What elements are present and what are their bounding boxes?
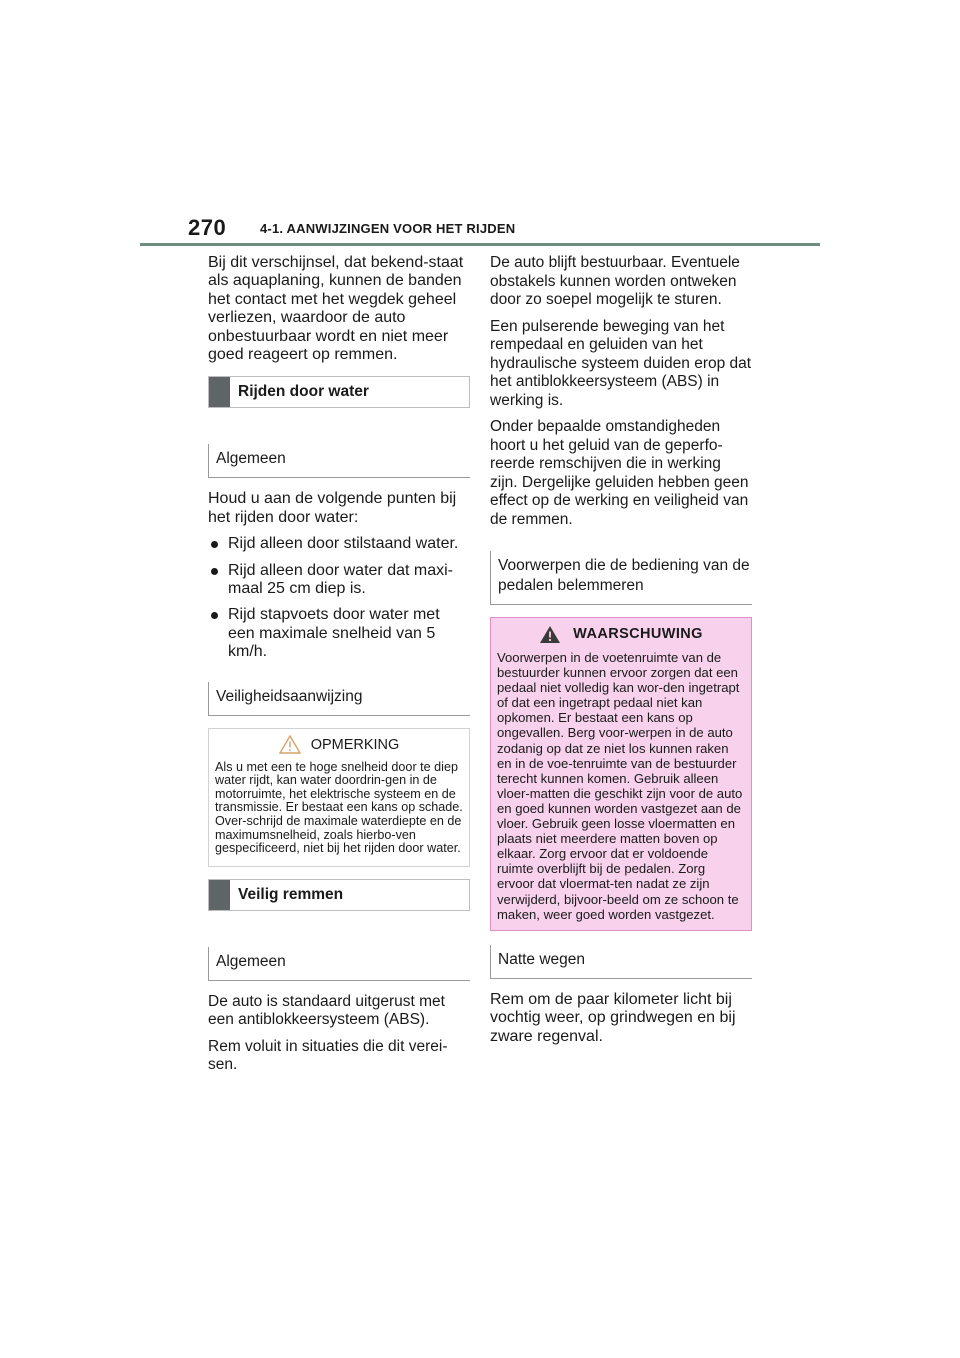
note-box (208, 728, 470, 867)
bullet-icon (211, 568, 218, 575)
paragraph: Rem om de paar kilometer licht bij vochtig weer, op grindwegen en bij zware regenval. (490, 990, 736, 1045)
paragraph: De auto is standaard uitgerust met een antiblokkeersysteem (ABS). (208, 992, 445, 1029)
paragraph: De auto blijft bestuurbaar. Eventuele obstakels kunnen worden ontweken door zo soepel mogelijk te sturen. (490, 254, 740, 308)
page-number: 270 (188, 215, 227, 240)
warning-triangle-icon (539, 625, 561, 644)
paragraph: Een pulserende beweging van het rempedaal en geluiden van het hydraulische systeem duiden erop dat het antiblokkeersysteem (ABS) in werking is. (490, 317, 752, 409)
left-column (208, 254, 470, 1083)
section-bar (209, 377, 230, 407)
note-header (215, 733, 463, 757)
list-item: Rijd alleen door stilstaand water. (208, 535, 470, 553)
list-item: Rijd alleen door water dat maxi-maal 25 cm diep is. (208, 562, 470, 599)
note-text: Als u met een te hoge snelheid door te diep water rijdt, kan water doordrin-gen in de motorruimte, het elektrische systeem en de transmissie. Er bestaat een kans op schade. Over-schrijd de maximale waterdiepte en de maximumsnelheid, zoals hierbo-ven gespecificeerd, niet bij het rijden door water. (215, 759, 463, 856)
subheading-veiligheidsaanwijzing: Veiligheidsaanwijzing (208, 682, 470, 716)
list-item: Rijd stapvoets door water met een maximale snelheid van 5 km/h. (208, 606, 470, 661)
section-title: Rijden door water (238, 383, 369, 401)
section-bar (209, 880, 230, 910)
subheading-algemeen: Algemeen (208, 444, 470, 478)
warning-text: Voorwerpen in de voetenruimte van de bestuurder kunnen ervoor zorgen dat een pedaal niet volledig kan wor-den ingetrapt of dat een ingetrapt pedaal niet kan opkomen. Er bestaat een kans op ongevallen. Berg voor-werpen in de auto zodanig op dat ze niet los kunnen raken en in de voe-tenruimte van de bestuurder terecht kunnen komen. Gebruik alleen vloer-matten die geschikt zijn voor de auto en goed kunnen worden vastgezet aan de vloer. Gebruik geen losse vloermatten en plaats niet meerdere matten boven op elkaar. Zorg ervoor dat er voldoende ruimte overblijft bij de pedalen. Zorg ervoor dat vloermat-ten nadat ze zijn verwijderd, bijvoor-beeld om ze schoon te maken, weer goed worden vastgezet. (497, 650, 743, 922)
chapter-title: 4-1. AANWIJZINGEN VOOR HET RIJDEN (260, 221, 516, 236)
section-title: Veilig remmen (238, 885, 344, 903)
page-header (0, 0, 960, 250)
bullet-icon (211, 612, 218, 619)
bullet-list (208, 535, 470, 661)
warning-title: WAARSCHUWING (573, 626, 703, 642)
paragraph: Rem voluit in situaties die dit verei-sen. (208, 1037, 448, 1074)
warning-triangle-icon (279, 735, 301, 754)
paragraph: Onder bepaalde omstandigheden hoort u het geluid van de geperfo-reerde remschijven die in werking zijn. Dergelijke geluiden hebben geen effect op de werking en veiligheid van de remmen. (490, 418, 749, 528)
warning-box (490, 617, 752, 931)
section-heading-veilig-remmen (208, 879, 470, 911)
paragraph: Houd u aan de volgende punten bij het rijden door water: (208, 490, 457, 526)
subheading-algemeen: Algemeen (208, 947, 470, 981)
intro-paragraph: Bij dit verschijnsel, dat bekend-staat als aquaplaning, kunnen de banden het contact met het wegdek geheel verliezen, waardoor de auto onbestuurbaar wordt en niet meer goed reageert op remmen. (208, 254, 464, 364)
warning-header (497, 622, 745, 646)
section-heading-rijden-door-water (208, 376, 470, 408)
right-column (490, 254, 752, 1054)
bullet-icon (211, 541, 218, 548)
subheading-voorwerpen-pedalen: Voorwerpen die de bediening van de pedalen belemmeren (490, 551, 752, 605)
header-rule (140, 243, 820, 246)
note-title: OPMERKING (310, 736, 400, 753)
subheading-natte-wegen: Natte wegen (490, 945, 752, 979)
